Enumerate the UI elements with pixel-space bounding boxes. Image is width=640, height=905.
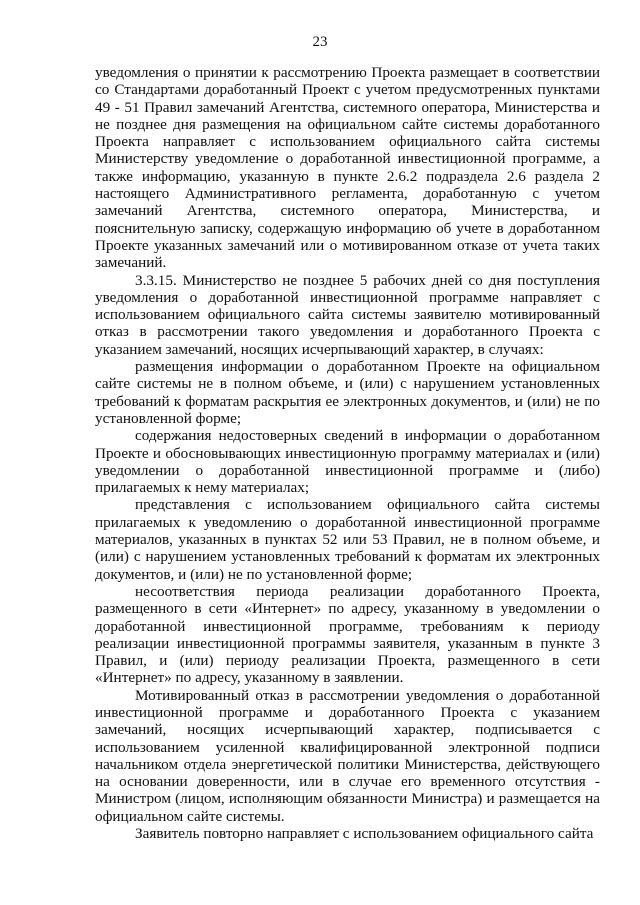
paragraph-4: содержания недостоверных сведений в информации о доработанном Проекте и обосновывающих инвестиционную программу материалах и (или) уведомлении о доработанной инвестиционной программе и (либо) прилагаемых к нему материалах; — [95, 427, 600, 497]
page-number: 23 — [312, 34, 328, 50]
paragraph-1: уведомления о принятии к рассмотрению Проекта размещает в соответствии со Стандартами доработанный Проект с учетом предусмотренных пунктами 49 - 51 Правил замечаний Агентства, системного оператора, Министерства и не позднее дня размещения на официальном сайте системы доработанного Проекта направляет с использованием официального сайта системы Министерству уведомление о доработанной инвестиционной программе, а также информацию, указанную в пункте 2.6.2 подраздела 2.6 раздела 2 настоящего Административного регламента, доработанную с учетом замечаний Агентства, системного оператора, Министерства, и пояснительную записку, содержащую информацию об учете в доработанном Проекте указанных замечаний или о мотивированном отказе от учета таких замечаний. — [95, 64, 600, 272]
paragraph-2: 3.3.15. Министерство не позднее 5 рабочих дней со дня поступления уведомления о доработанной инвестиционной программе направляет с использованием официального сайта системы заявителю мотивированный отказ в рассмотрении такого уведомления и доработанного Проекта с указанием замечаний, носящих исчерпывающий характер, в случаях: — [95, 271, 600, 358]
paragraph-7: Мотивированный отказ в рассмотрении уведомления о доработанной инвестиционной программе и доработанного Проекта с указанием замечаний, носящих исчерпывающий характер, подписывается с использованием усиленной квалифицированной электронной подписи начальником отдела энергетической политики Министерства, действующего на основании доверенности, или в случае его временного отсутствия - Министром (лицом, исполняющим обязанности Министра) и размещается на официальном сайте системы. — [95, 686, 600, 825]
paragraph-6: несоответствия периода реализации доработанного Проекта, размещенного в сети «Интернет» по адресу, указанному в уведомлении о доработанной инвестиционной программе, требованиям к периоду реализации инвестиционной программы заявителя, указанным в пункте 3 Правил, и (или) периоду реализации Проекта, размещенного в сети «Интернет» по адресу, указанному в заявлении. — [95, 582, 600, 687]
document-body — [95, 64, 600, 842]
paragraph-5: представления с использованием официального сайта системы прилагаемых к уведомлению о доработанной инвестиционной программе материалов, указанных в пунктах 52 или 53 Правил, не в полном объеме, и (или) с нарушением установленных требований к форматам их электронных документов, и (или) не по установленной форме; — [95, 496, 600, 583]
paragraph-3: размещения информации о доработанном Проекте на официальном сайте системы не в полном объеме, и (или) с нарушением установленных требований к форматам раскрытия ее электронных документов, и (или) не по установленной форме; — [95, 358, 600, 427]
paragraph-8: Заявитель повторно направляет с использованием официального сайта — [135, 825, 594, 843]
